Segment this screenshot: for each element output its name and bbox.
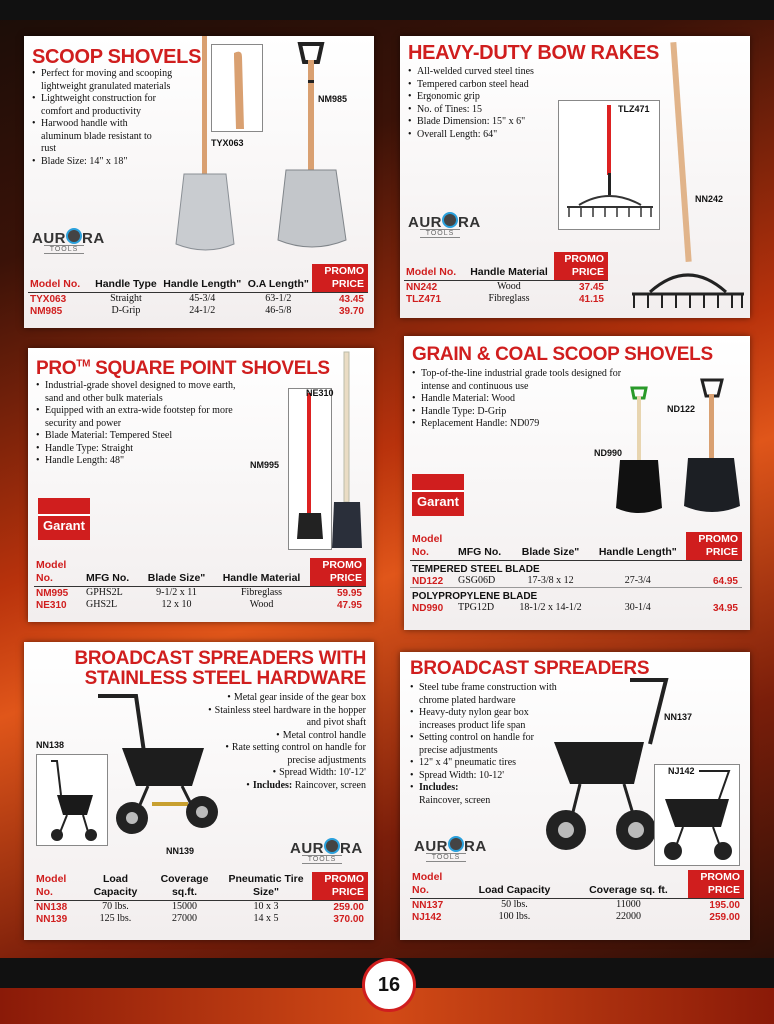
product-code: NN139 — [166, 846, 195, 856]
title-trademark: TM — [76, 358, 91, 370]
price-table — [28, 264, 368, 317]
feature-item: • Metal control handle — [206, 730, 366, 743]
col-header-promo: PROMO PRICE — [312, 872, 368, 901]
table-row — [28, 293, 368, 306]
col-header-promo: PROMO PRICE — [554, 252, 608, 281]
price-table — [404, 252, 608, 305]
table-row — [34, 599, 366, 611]
price-cell: 37.45 — [578, 281, 604, 293]
col-header: Model No. — [404, 252, 464, 281]
top-bar — [0, 0, 774, 20]
table-cell: Wood — [249, 599, 274, 610]
table-cell: 46-5/8 — [265, 305, 292, 316]
product-code: NM995 — [250, 460, 280, 470]
col-header: Handle Type — [92, 264, 160, 293]
table-cell: D-Grip — [111, 305, 141, 316]
price-cell: 39.70 — [338, 305, 364, 317]
title-pro: PRO — [36, 358, 77, 379]
price-cell: 259.00 — [709, 911, 740, 923]
price-cell: 259.00 — [333, 901, 364, 913]
section-title: GRAIN & COAL SCOOP SHOVELS — [412, 344, 713, 365]
product-code: ND122 — [667, 404, 696, 414]
table-cell: GSG06D — [458, 575, 496, 586]
model-cell: TLZ471 — [406, 293, 442, 305]
spreader-inset — [654, 764, 740, 866]
feature-item: • Equipped with an extra-wide footstep for more security and power — [36, 405, 250, 430]
section-title-line1: BROADCAST SPREADERS WITH — [74, 648, 366, 669]
garant-logo-text: Garant — [43, 518, 85, 533]
price-cell: 195.00 — [709, 899, 740, 911]
table-cell: 12 x 10 — [161, 599, 192, 610]
table-cell: TPG12D — [458, 602, 495, 613]
panel-square-point-shovels — [28, 348, 374, 622]
model-cell: NE310 — [36, 599, 67, 611]
model-cell: TYX063 — [30, 293, 67, 305]
table-row — [34, 587, 366, 600]
feature-item: • Overall Length: 64" — [408, 129, 568, 142]
table-row — [34, 901, 368, 914]
table-cell: GHS2L — [86, 599, 118, 610]
product-code: TLZ471 — [618, 104, 650, 114]
spreader-nj142-image — [655, 765, 739, 865]
price-cell: 43.45 — [338, 293, 364, 305]
feature-item: • Handle Type: D-Grip — [412, 406, 642, 419]
price-cell: 64.95 — [712, 575, 738, 587]
model-cell: NN137 — [412, 899, 444, 911]
col-header: Blade Size" — [140, 558, 213, 587]
model-cell: NN139 — [36, 913, 68, 925]
product-code: NN242 — [695, 194, 724, 204]
includes-label: Includes: — [252, 779, 293, 791]
panel-bow-rakes — [400, 36, 750, 318]
spreader-nn139-image — [92, 692, 232, 842]
subheading-tempered: TEMPERED STEEL BLADE — [412, 564, 540, 575]
table-cell: 24-1/2 — [189, 305, 216, 316]
table-cell: 27-3/4 — [624, 575, 651, 586]
title-rest: SQUARE POINT SHOVELS — [90, 358, 330, 379]
col-header: Handle Length" — [590, 532, 686, 561]
table-cell: 125 lbs. — [99, 913, 132, 924]
col-header: Model No. — [410, 870, 460, 899]
table-cell: Fibreglass — [240, 587, 283, 598]
col-header: Pneumatic Tire Size" — [220, 872, 312, 901]
includes-label: Includes: — [419, 782, 459, 793]
panel-broadcast-spreaders — [400, 652, 750, 940]
table-cell: 10 x 3 — [253, 901, 279, 912]
table-row — [404, 281, 608, 294]
section-title — [36, 358, 330, 380]
garant-logo — [412, 474, 464, 516]
feature-item: • Perfect for moving and scooping lightweight granulated materials — [32, 68, 182, 93]
rake-nn242-image — [628, 42, 750, 314]
product-code: NM985 — [318, 94, 348, 104]
table-cell: 18-1/2 x 14-1/2 — [519, 602, 582, 613]
table-cell: 9-1/2 x 11 — [156, 587, 197, 598]
garant-logo-text: Garant — [417, 494, 459, 509]
product-code: ND990 — [594, 448, 623, 458]
model-cell: NN242 — [406, 281, 438, 293]
aurora-logo: AUR RA TOOLS — [414, 838, 487, 861]
section-title-line2: STAINLESS STEEL HARDWARE — [84, 668, 366, 689]
product-code: NN137 — [664, 712, 693, 722]
model-cell: ND990 — [412, 602, 444, 614]
feature-item: • Tempered carbon steel head — [408, 79, 568, 92]
table-cell: Fibreglass — [488, 293, 530, 304]
feature-list — [412, 368, 642, 431]
feature-item: • Metal gear inside of the gear box — [176, 692, 366, 705]
table-cell: 17-3/8 x 12 — [527, 575, 574, 586]
feature-item: • Handle Length: 48" — [36, 455, 250, 468]
feature-item: • Top-of-the-line industrial grade tools designed for intense and continuous use — [412, 368, 643, 393]
feature-item: • Lightweight construction for comfort and productivity — [32, 93, 182, 118]
col-header: Model No. — [28, 264, 92, 293]
table-row — [28, 305, 368, 317]
table-cell: 63-1/2 — [265, 293, 292, 304]
feature-item: • Heavy-duty nylon gear box increases product life span — [410, 707, 560, 732]
table-cell: 50 lbs. — [501, 899, 528, 910]
feature-item: • Blade Material: Tempered Steel — [36, 430, 250, 443]
section-title: HEAVY-DUTY BOW RAKES — [408, 42, 660, 64]
product-code: NE310 — [306, 388, 334, 398]
col-header-promo: PROMO PRICE — [686, 532, 742, 561]
col-header: Coverage sq. ft. — [569, 870, 688, 899]
col-header: Blade Size" — [512, 532, 590, 561]
section-title: BROADCAST SPREADERS — [410, 658, 650, 679]
col-header: O.A Length" — [245, 264, 312, 293]
price-cell: 47.95 — [336, 599, 362, 611]
table-cell: Straight — [110, 293, 142, 304]
table-cell: 30-1/4 — [624, 602, 651, 613]
feature-item: • Blade Size: 14" x 18" — [32, 156, 182, 169]
model-cell: NN138 — [36, 901, 68, 913]
col-header-promo: PROMO PRICE — [688, 870, 744, 899]
price-table — [34, 872, 368, 925]
page-number: 16 — [362, 958, 416, 1012]
aurora-logo: AUR RA TOOLS — [32, 230, 105, 253]
feature-item: • Rate setting control on handle for precise adjustments — [206, 742, 366, 767]
feature-item: • Blade Dimension: 15" x 6" — [408, 116, 568, 129]
col-header: Handle Material — [464, 252, 554, 281]
garant-logo — [38, 498, 90, 540]
includes-text: Raincover, screen — [419, 794, 491, 806]
col-header: MFG No. — [84, 558, 140, 587]
table-cell: 11000 — [616, 899, 641, 910]
scoop-nd122-image — [682, 376, 742, 516]
includes-text: Raincover, screen — [292, 779, 366, 791]
feature-item: • Stainless steel hardware in the hopper and pivot shaft — [206, 705, 366, 730]
feature-item: • Spread Width: 10-12' — [410, 770, 560, 783]
feature-item: • Setting control on handle for precise adjustments — [410, 732, 560, 757]
col-header: Handle Length" — [160, 264, 245, 293]
price-cell: 41.15 — [578, 293, 604, 305]
product-code: NN138 — [36, 740, 65, 750]
spreader-nn137-image — [540, 674, 670, 870]
col-header: Coverage sq.ft. — [149, 872, 220, 901]
table-cell: 15000 — [171, 901, 197, 912]
feature-item: • Replacement Handle: ND079 — [412, 418, 642, 431]
col-header-promo: PROMO PRICE — [312, 264, 368, 293]
feature-item: • All-welded curved steel tines — [408, 66, 568, 79]
col-header: Model No. — [34, 872, 82, 901]
col-header: Handle Material — [213, 558, 310, 587]
price-table — [34, 558, 366, 611]
feature-item: • Handle Type: Straight — [36, 443, 250, 456]
table-row — [410, 602, 742, 614]
table-cell: Wood — [497, 281, 521, 292]
feature-item: • Industrial-grade shovel designed to move earth, sand and other bulk materials — [36, 380, 250, 405]
feature-item: • Ergonomic grip — [408, 91, 568, 104]
model-cell: ND122 — [412, 575, 444, 587]
panel-grain-coal-scoops — [404, 336, 750, 630]
price-cell: 59.95 — [336, 587, 362, 599]
product-code: NJ142 — [668, 766, 695, 776]
subheading-polypropylene: POLYPROPYLENE BLADE — [410, 588, 742, 603]
feature-item-includes — [410, 782, 560, 807]
shovel-ne310-image — [328, 352, 368, 552]
table-row — [34, 913, 368, 925]
shovel-inset — [288, 388, 332, 550]
section-title: SCOOP SHOVELS — [32, 46, 202, 68]
model-cell: NM985 — [30, 305, 63, 317]
col-header: Load Capacity — [460, 870, 569, 899]
price-table — [410, 870, 744, 923]
feature-item: • No. of Tines: 15 — [408, 104, 568, 117]
table-row — [404, 293, 608, 305]
feature-item: • Handle Material: Wood — [412, 393, 642, 406]
feature-item: • Harwood handle with aluminum blade resistant to rust — [32, 118, 159, 156]
feature-list — [410, 682, 560, 807]
col-header: MFG No. — [456, 532, 512, 561]
table-cell: 14 x 5 — [253, 913, 279, 924]
panel-scoop-shovels — [24, 36, 374, 328]
panel-broadcast-spreaders-ss — [24, 642, 374, 940]
price-table — [410, 532, 742, 614]
feature-list — [32, 68, 182, 168]
feature-item: • 12" x 4" pneumatic tires — [410, 757, 560, 770]
scoop-shovel-nm985-image — [274, 40, 354, 256]
price-cell: 34.95 — [712, 602, 738, 614]
table-cell: 70 lbs. — [102, 901, 129, 912]
feature-item: • Steel tube frame construction with chrome plated hardware — [410, 682, 560, 707]
table-cell: 45-3/4 — [189, 293, 216, 304]
model-cell: NM995 — [36, 587, 69, 599]
col-header: Model No. — [34, 558, 84, 587]
table-cell: GPHS2L — [86, 587, 123, 598]
table-cell: 22000 — [615, 911, 641, 922]
feature-list — [408, 66, 568, 141]
aurora-logo: AUR RA TOOLS — [290, 840, 363, 863]
col-header: Load Capacity — [82, 872, 149, 901]
col-header-promo: PROMO PRICE — [310, 558, 366, 587]
table-row — [410, 575, 742, 588]
col-header: Model No. — [410, 532, 456, 561]
feature-item: • Spread Width: 10'-12' — [206, 767, 366, 780]
price-cell: 370.00 — [333, 913, 364, 925]
shovel-nm995-image — [289, 389, 331, 549]
table-row — [410, 911, 744, 923]
model-cell: NJ142 — [412, 911, 442, 923]
table-cell: 100 lbs. — [498, 911, 531, 922]
aurora-logo: AUR RA TOOLS — [408, 214, 481, 237]
product-code: TYX063 — [211, 138, 244, 148]
feature-list — [36, 380, 250, 468]
table-row — [410, 899, 744, 912]
table-cell: 27000 — [171, 913, 197, 924]
